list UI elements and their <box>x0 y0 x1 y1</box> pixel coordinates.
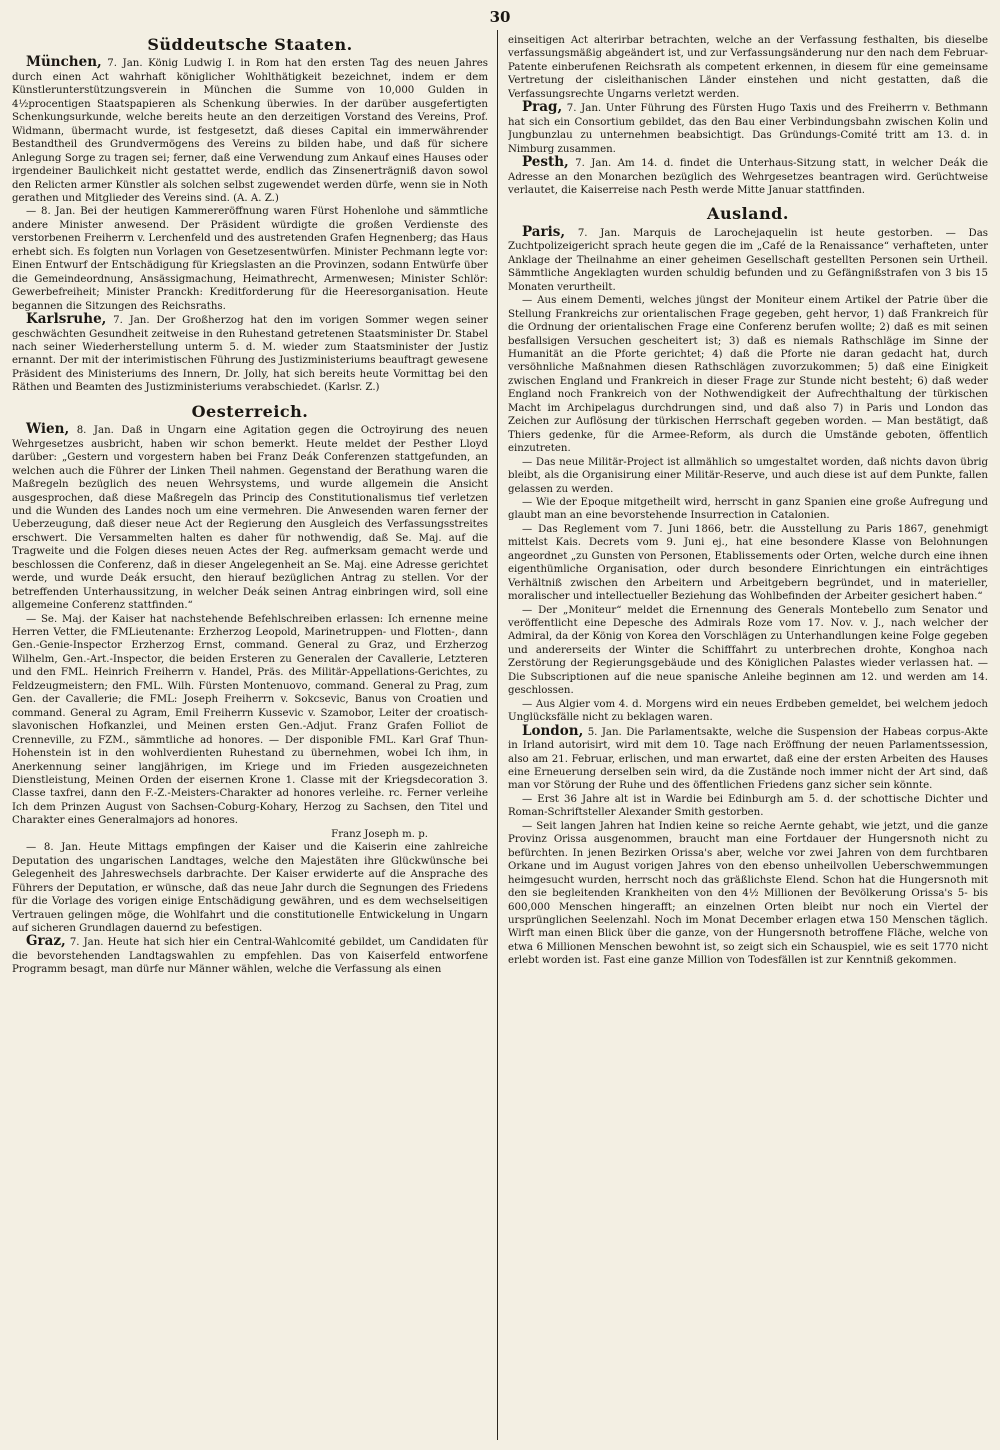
article-text: 7. Jan. Der Großherzog hat den im vorigen Sommer wegen seiner geschwächten Gesundheit zeitweise in den Ruhestand getretenen Staatsminister Dr. Stabel nach seiner Wiederherstellung unterm 5. d. M. wieder zum Staatsminister der Justiz ernannt. Der mit der interimistischen Führung des Justizministeriums beauftragt gewesene Präsident des Ministeriums des Innern, Dr. Jolly, hat sich bereits heute Vormittag bei den Räthen und Beamten des Justizministeriums verabschiedet. (Karlsr. Z.) <box>12 315 488 394</box>
article-befehlschreiben: — Se. Maj. der Kaiser hat nachstehende Befehlschreiben erlassen: Ich ernenne meine Herren Vetter, die FMLieutenante: Erzherzog Leopold, Marinetruppen- und Flotten-, dann Gen.-Genie-Inspector Erzherzog Ernst, command. General zu Graz, und Erzherzog Wilhelm, Gen.-Art.-Inspector, die beiden Ersteren zu Generalen der Cavallerie, Letzteren und den FML. Heinrich Freiherrn v. Handel, Präs. des Militär-Appellations-Gerichtes, zu Feldzeugmeistern; den FML. Wilh. Fürsten Montenuovo, command. General zu Prag, zum Gen. der Cavallerie; die FML: Joseph Freiherrn v. Sokcsevic, Banus von Croatien und command. General zu Agram, Emil Freiherrn Kussevic v. Szamobor, Leiter der croatisch-slavonischen Hofkanzlei, und Meinen ersten Gen.-Adjut. Franz Grafen Folliot de Crenneville, zu FZM., sämmtliche ad honores. — Der disponible FML. Karl Graf Thun-Hohenstein ist in den wohlverdienten Ruhestand zu übernehmen, wobei Ich ihm, in Anerkennung seiner langjährigen, im Kriege und im Frieden ausgezeichneten Dienstleistung, Meinen Orden der eisernen Krone 1. Classe mit der Kriegsdecoration 3. Classe taxfrei, dann den F.-Z.-Meisters-Charakter ad honores verleihe. rc. Ferner verleihe Ich dem Prinzen August von Sachsen-Coburg-Kohary, Herzog zu Sachsen, den Titel und Charakter eines Generalmajors ad honores. <box>12 613 488 827</box>
dateline-london: London, <box>522 722 584 739</box>
article-reglement: — Das Reglement vom 7. Juni 1866, betr. die Ausstellung zu Paris 1867, genehmigt mittelst Kais. Decrets vom 9. Juni ej., hat eine besondere Klasse von Belohnungen angeordnet „zu Gunsten von Personen, Etablissements oder Orten, welche durch eine ihnen eigenthümliche Organisation, oder durch besondere Einrichtungen ein einträchtiges Verhältniß zwischen den Arbeitern und Arbeitgebern begründet, und in materieller, moralischer und intellectueller Beziehung das Wohlbefinden der Arbeiter gesichert haben.“ <box>508 523 988 603</box>
column-divider <box>497 30 498 1440</box>
article-text: 7. Jan. König Ludwig I. in Rom hat den ersten Tag des neuen Jahres durch einen Act wahrhaft königlicher Wohlthätigkeit bezeichnet, indem er dem Künstlerunterstützungsverein in München die Summe von 10,000 Gulden in 4½procentigen Staatspapieren als Schenkung überwies. In der darüber ausgefertigten Schenkungsurkunde, welche bereits heute an den derzeitigen Vorstand des Vereins, Prof. Widmann, übermacht wurde, ist festgesetzt, daß dieses Capital ein immerwährender Bestandtheil des Grundvermögens des Vereins zu bilden habe, und daß für sichere Anlegung Sorge zu tragen sei; ferner, daß eine Verwendung zum Ankauf eines Hauses oder irgendeiner Baulichkeit nicht gestattet werde, endlich das Zinsenerträgniß davon sowol den Relicten armer Künstler als solchen selbst zugewendet werden dürfe, wenn sie in Noth gerathen und Mitglieder des Vereins sind. (A. A. Z.) <box>12 58 488 204</box>
page-number: 30 <box>489 8 511 26</box>
dateline-karlsruhe: Karlsruhe, <box>26 311 107 328</box>
section-title-sueddeutsche-staaten: Süddeutsche Staaten. <box>147 35 353 54</box>
article-indien: — Seit langen Jahren hat Indien keine so reiche Aernte gehabt, wie jetzt, und die ganze Provinz Orissa ausgenommen, braucht man eine Fortdauer der Hungersnoth nicht zu befürchten. In jenen Bezirken Orissa's aber, welche vor zwei Jahren von dem furchtbaren Orkane und im August vorigen Jahres von den ebenso unheilvollen Ueberschwemmungen heimgesucht wurden, herrscht noch das gräßlichste Elend. Schon hat die Hungersnoth mit den sie begleitenden Krankheiten von den 4½ Millionen der Bevölkerung Orissa's 5- bis 600,000 Menschen hingerafft; an einzelnen Orten bleibt nur noch ein Viertel der ursprünglichen Seelenzahl. Noch im Monat December erlagen etwa 150 Menschen täglich. Wirft man einen Blick über die ganze, von der Hungersnoth betroffene Fläche, welche von etwa 6 Millionen Menschen bewohnt ist, so zeigt sich ein Schauspiel, wie es seit 1770 nicht erlebt worden ist. Fast eine ganze Million von Todesfällen ist zur Kenntniß gekommen. <box>508 820 988 967</box>
article-militaer-project: — Das neue Militär-Project ist allmählich so umgestaltet worden, daß nichts davon übrig bleibt, als die Organisirung einer Militär-Reserve, und auch diese ist auf dem Punkte, fallen gelassen zu werden. <box>508 456 988 495</box>
article-graz-continued: einseitigen Act alterirbar betrachten, welche an der Verfassung festhalten, bis dieselbe verfassungsmäßig abgeändert ist, und zur Verfassungsänderung nur den nach dem Februar-Patente einberufenen Reichsrath als competent erkennen, in diesem für eine gemeinsame Vertretung der cisleithanischen Länder einstehen und nicht gestatten, daß die Verfassungsrechte Ungarns verletzt werden. <box>508 35 988 100</box>
right-column <box>508 34 988 1442</box>
article-karlsruhe <box>12 313 488 395</box>
section-title-ausland: Ausland. <box>707 204 789 224</box>
dateline-prag: Prag, <box>522 99 563 116</box>
article-algier: — Aus Algier vom 4. d. Morgens wird ein neues Erdbeben gemeldet, bei welchem jedoch Unglücksfälle nicht zu beklagen waren. <box>508 698 988 724</box>
article-prag <box>508 101 988 156</box>
article-spanien: — Wie der Epoque mitgetheilt wird, herrscht in ganz Spanien eine große Aufregung und glaubt man an eine bevorstehende Insurrection in Catalonien. <box>508 496 988 522</box>
article-pesth <box>508 156 988 197</box>
article-london <box>508 722 988 793</box>
article-muenchen-kammer: — 8. Jan. Bei der heutigen Kammereröffnung waren Fürst Hohenlohe und sämmtliche andere Minister anwesend. Der Präsident würdigte die großen Verdienste des verstorbenen Freiherrn v. Lerchenfeld und des austretenden Grafen Hegnenberg; das Haus erhebt sich. Es folgten nun Vorlagen von Gesetzesentwürfen. Minister Pechmann legte vor: Einen Entwurf der Entschädigung für Kriegslasten an die Provinzen, sodann Entwürfe über die Gemeindeordnung, Ansässigmachung, Heimathrecht, Armenwesen; Minister Schlör: Gewerbefreiheit; Minister Pranckh: Kreditforderung für die Heeresorganisation. Heute begannen die Sitzungen des Reichsraths. <box>12 206 488 312</box>
article-text: 7. Jan. Marquis de Larochejaquelin ist heute gestorben. — Das Zuchtpolizeigericht sprach heute gegen die im „Café de la Renaissance“ verhafteten, unter Anklage der Theilnahme an einer geheimen Gesellschaft gestellten Personen sein Urtheil. Sämmtliche Angeklagten wurden schuldig befunden und zu Gefängnißstrafen von 3 bis 15 Monaten verurtheilt. <box>508 227 988 293</box>
article-text: 5. Jan. Die Parlamentsakte, welche die Suspension der Habeas corpus-Akte in Irland autorisirt, wird mit dem 10. Tage nach Eröffnung der neuen Parlamentssession, also am 21. Februar, erlischen, und man erwartet, daß eine der ersten Arbeiten des Hauses eine Erneuerung derselben sein wird, da die Zustände noch immer nicht der Art sind, daß man vor Störung der Ruhe und des öffentlichen Friedens ganz sicher sein könnte. <box>508 726 988 792</box>
article-orientalische-frage: — Aus einem Dementi, welches jüngst der Moniteur einem Artikel der Patrie über die Stellung Frankreichs zur orientalischen Frage gegeben, geht hervor, 1) daß Frankreich für die Ordnung der orientalischen Frage eine Conferenz berufen wollte; 2) daß es mit seinen besfallsigen Versuchen gescheitert ist; 3) daß es niemals Rathschläge im Sinne der Humanität an die Pforte gerichtet; 4) daß die Pforte nie daran gedacht hat, durch versöhnliche Maßnahmen diesen Rathschlägen zuvorzukommen; 5) daß eine Einigkeit zwischen England und Frankreich in dieser Frage zur Stunde nicht besteht; 6) daß weder England noch Frankreich von der Nothwendigkeit der Aufrechthaltung der türkischen Macht im Archipelagus durchdrungen sind, und daß also 7) in Paris und London das Zeichen zur Auflösung der türkischen Herrschaft gegeben worden. — Man bestätigt, daß Thiers gedenke, für die Armee-Reform, als durch die Umstände geboten, öffentlich einzutreten. <box>508 295 988 455</box>
article-deputation: — 8. Jan. Heute Mittags empfingen der Kaiser und die Kaiserin eine zahlreiche Deputation des ungarischen Landtages, welche den Majestäten ihre Glückwünsche bei Gelegenheit des Jahreswechsels darbrachte. Der Kaiser erwiderte auf die Ansprache des Führers der Deputation, er wünsche, daß das neue Jahr durch die Segnungen des Friedens für die Vorlage des vorigen einige Entschädigung gewähren, und es dem wechselseitigen Vertrauen gelingen möge, die Wohlfahrt und die constitutionelle Entwickelung in Ungarn auf sicheren Grundlagen dauernd zu befestigen. <box>12 842 488 934</box>
article-wien <box>12 423 488 612</box>
article-graz <box>12 935 488 976</box>
dateline-graz: Graz, <box>26 933 66 950</box>
signature: Franz Joseph m. p. <box>331 828 428 840</box>
article-text: 7. Jan. Am 14. d. findet die Unterhaus-Sitzung statt, in welcher Deák die Adresse an den Monarchen bezüglich des Wehrgesetzes beantragen wird. Gerüchtweise verlautet, die Kaiserreise nach Pesth werde Mitte Januar stattfinden. <box>508 158 988 196</box>
section-title-oesterreich: Oesterreich. <box>191 401 309 421</box>
article-paris <box>508 223 988 294</box>
dateline-muenchen: München, <box>26 54 102 71</box>
article-text: 8. Jan. Daß in Ungarn eine Agitation gegen die Octroyirung des neuen Wehrgesetzes ausbricht, haben wir schon bemerkt. Heute meldet der Pesther Lloyd darüber: „Gestern und vorgestern haben bei Franz Deák Conferenzen stattgefunden, an welchen auch die Führer der Linken Theil nahmen. Gegenstand der Berathung waren die Maßregeln bezüglich des neuen Wehrsystems, und wurde allgemein die Ansicht ausgesprochen, daß diese Maßregeln das Princip des Constitutionalismus tief verletzen und die Wunden des Landes noch um eine vermehren. Die Anwesenden waren ferner der Ueberzeugung, daß dieser neue Act der Regierung den Ausgleich des Verfassungsstreites erschwert. Die Versammelten halten es daher für nothwendig, daß Se. Maj. auf die Tragweite und die Folgen dieses neuen Actes der Reg. aufmerksam gemacht werde und beschlossen die Conferenz, daß in dieser Angelegenheit an Se. Maj. eine Adresse gerichtet werde, und wurde Deák ersucht, den hierauf bezüglichen Antrag zu stellen. Vor der betreffenden Unterhaussitzung, in welcher Deák seinen Antrag einbringen wird, soll eine allgemeine Conferenz stattfinden.“ <box>12 425 488 612</box>
article-moniteur: — Der „Moniteur“ meldet die Ernennung des Generals Montebello zum Senator und veröffentlicht eine Depesche des Admirals Roze vom 17. Nov. v. J., nach welcher der Admiral, da der König von Korea den Vorschlägen zu Unterhandlungen keine Folge gegeben und andererseits der Winter die Schifffahrt zu unterbrechen drohte, Konghoa nach Zerstörung der Regierungsgebäude und des Königlichen Palastes wieder verlassen hat. — Die Subscriptionen auf die neue spanische Anleihe beginnen am 12. und werden am 14. geschlossen. <box>508 604 988 697</box>
dateline-wien: Wien, <box>26 421 70 438</box>
left-column <box>12 34 488 1442</box>
article-text: 7. Jan. Heute hat sich hier ein Central-Wahlcomité gebildet, um Candidaten für die bevorstehenden Landtagswahlen zu empfehlen. Das von Kaiserfeld entworfene Programm besagt, man dürfe nur Männer wählen, welche die Verfassung als einen <box>12 937 488 976</box>
dateline-pesth: Pesth, <box>522 154 569 171</box>
article-muenchen <box>12 56 488 205</box>
article-text: 7. Jan. Unter Führung des Fürsten Hugo Taxis und des Freiherrn v. Bethmann hat sich ein Consortium gebildet, das den Bau einer Verbindungsbahn zwischen Kolin und Jungbunzlau zu unternehmen beabsichtigt. Das Gründungs-Comité tritt am 13. d. in Nimburg zusammen. <box>508 103 988 155</box>
article-smith: — Erst 36 Jahre alt ist in Wardie bei Edinburgh am 5. d. der schottische Dichter und Roman-Schriftsteller Alexander Smith gestorben. <box>508 793 988 819</box>
dateline-paris: Paris, <box>522 223 566 240</box>
